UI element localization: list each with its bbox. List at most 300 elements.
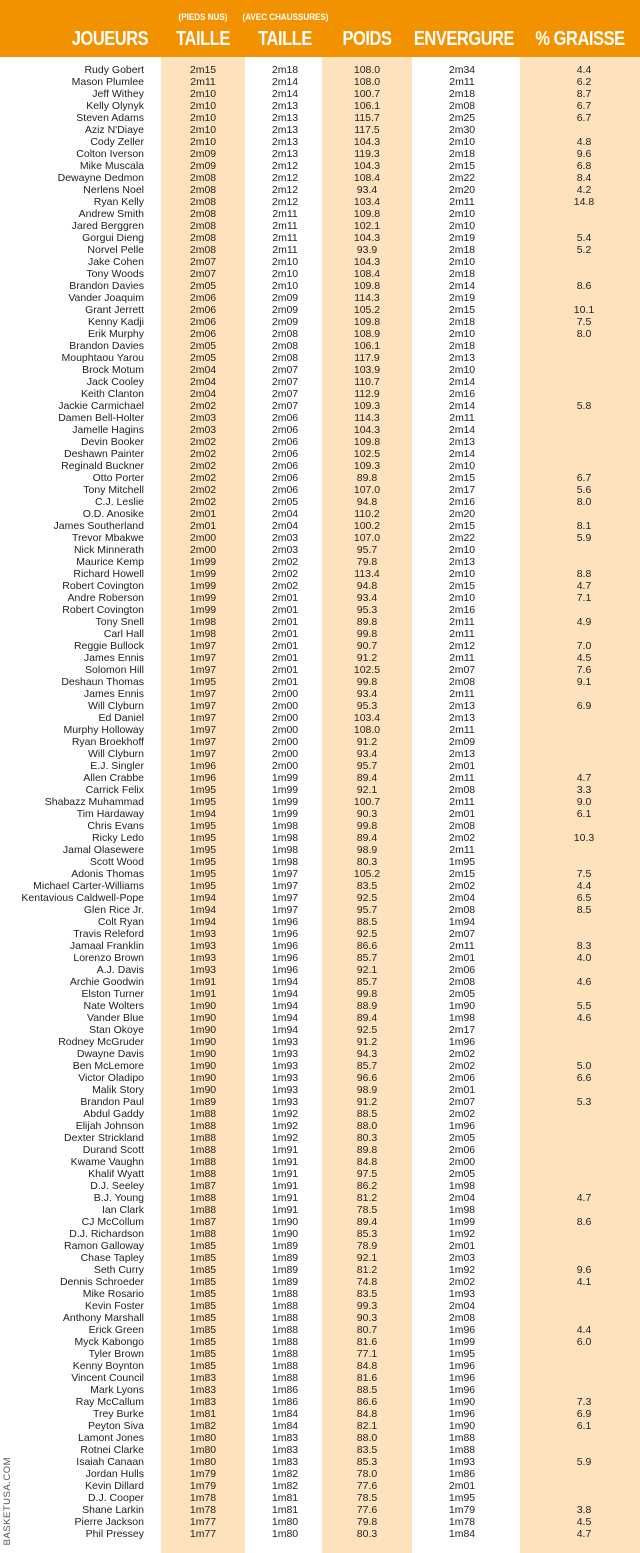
wingspan: 2m14	[448, 280, 476, 292]
table-row	[0, 856, 640, 868]
wingspan: 1m88	[448, 1444, 476, 1456]
height-barefoot: 1m98	[189, 616, 217, 628]
player-name: Erick Green	[88, 1324, 144, 1336]
height-shoes: 2m01	[271, 676, 299, 688]
height-shoes: 1m88	[271, 1348, 299, 1360]
table-row	[0, 724, 640, 736]
height-barefoot: 2m03	[189, 412, 217, 424]
height-shoes: 1m96	[271, 928, 299, 940]
table-row	[0, 196, 640, 208]
wingspan: 1m90	[448, 1000, 476, 1012]
height-barefoot: 1m96	[189, 772, 217, 784]
weight: 95.7	[356, 760, 378, 772]
height-shoes: 1m92	[271, 1132, 299, 1144]
wingspan: 2m10	[448, 220, 476, 232]
weight: 88.5	[356, 1108, 378, 1120]
table-row	[0, 1288, 640, 1300]
table-row	[0, 748, 640, 760]
wingspan: 2m15	[448, 580, 476, 592]
weight: 107.0	[353, 484, 381, 496]
player-name: Kenny Boynton	[72, 1360, 144, 1372]
table-row	[0, 988, 640, 1000]
weight: 83.5	[356, 1288, 378, 1300]
weight: 93.4	[356, 592, 378, 604]
weight: 78.5	[356, 1204, 378, 1216]
weight: 89.4	[356, 772, 378, 784]
height-shoes: 1m90	[271, 1216, 299, 1228]
wingspan: 2m10	[448, 544, 476, 556]
height-shoes: 2m01	[271, 664, 299, 676]
weight: 92.1	[356, 1252, 378, 1264]
player-name: Maurice Kemp	[76, 556, 144, 568]
wingspan: 2m11	[449, 724, 475, 736]
weight: 90.3	[356, 1312, 378, 1324]
weight: 112.9	[354, 388, 380, 400]
weight: 107.0	[353, 532, 381, 544]
table-row	[0, 112, 640, 124]
table-header	[0, 0, 640, 57]
height-shoes: 1m93	[271, 1060, 299, 1072]
bodyfat: 6.1	[576, 808, 592, 820]
height-barefoot: 1m88	[189, 1204, 217, 1216]
weight: 104.3	[353, 232, 381, 244]
table-row	[0, 760, 640, 772]
weight: 93.4	[356, 688, 378, 700]
weight: 100.7	[353, 796, 381, 808]
height-shoes: 2m10	[271, 268, 299, 280]
height-barefoot: 1m83	[189, 1372, 217, 1384]
height-barefoot: 1m94	[189, 808, 217, 820]
player-name: Abdul Gaddy	[83, 1108, 144, 1120]
player-name: Phil Pressey	[85, 1528, 144, 1540]
wingspan: 1m95	[448, 1348, 476, 1360]
wingspan: 2m08	[448, 1312, 476, 1324]
height-barefoot: 1m95	[189, 820, 217, 832]
table-row	[0, 1072, 640, 1084]
height-shoes: 1m88	[271, 1336, 299, 1348]
height-barefoot: 1m93	[189, 964, 217, 976]
weight: 92.5	[356, 892, 378, 904]
bodyfat: 4.2	[576, 184, 592, 196]
wingspan: 2m02	[448, 1048, 476, 1060]
wingspan: 2m15	[448, 160, 476, 172]
height-shoes: 1m84	[271, 1420, 299, 1432]
table-row	[0, 136, 640, 148]
wingspan: 2m18	[448, 88, 476, 100]
player-name: Grant Jerrett	[85, 304, 144, 316]
weight: 84.8	[356, 1360, 378, 1372]
table-row	[0, 232, 640, 244]
wingspan: 2m20	[448, 508, 476, 520]
height-shoes: 2m01	[271, 652, 299, 664]
wingspan: 2m02	[448, 880, 476, 892]
height-barefoot: 2m10	[189, 88, 217, 100]
wingspan: 2m04	[448, 1300, 476, 1312]
player-name: CJ McCollum	[81, 1216, 144, 1228]
height-barefoot: 1m97	[189, 640, 217, 652]
table-row	[0, 820, 640, 832]
height-barefoot: 2m10	[189, 100, 217, 112]
wingspan: 2m07	[448, 664, 476, 676]
table-row	[0, 160, 640, 172]
weight: 109.8	[353, 316, 381, 328]
height-shoes: 1m93	[271, 1096, 299, 1108]
height-shoes: 2m09	[271, 292, 299, 304]
table-row	[0, 172, 640, 184]
player-name: Jack Cooley	[86, 376, 144, 388]
table-row	[0, 892, 640, 904]
table-row	[0, 1336, 640, 1348]
height-shoes: 2m13	[271, 124, 299, 136]
wingspan: 2m11	[449, 652, 475, 664]
height-shoes: 1m92	[271, 1108, 299, 1120]
height-shoes: 1m89	[271, 1276, 299, 1288]
height-shoes: 2m00	[271, 748, 299, 760]
bodyfat: 8.0	[576, 496, 592, 508]
height-barefoot: 1m93	[189, 928, 217, 940]
table-row	[0, 844, 640, 856]
weight: 109.8	[353, 436, 381, 448]
height-shoes: 2m09	[271, 316, 299, 328]
wingspan: 2m05	[448, 1168, 476, 1180]
table-row	[0, 652, 640, 664]
height-shoes: 2m13	[271, 100, 299, 112]
weight: 85.7	[356, 952, 378, 964]
height-barefoot: 1m85	[189, 1336, 217, 1348]
height-barefoot: 1m85	[189, 1264, 217, 1276]
player-name: Mike Muscala	[79, 160, 144, 172]
height-shoes: 2m11	[272, 232, 298, 244]
bodyfat: 5.0	[576, 1060, 592, 1072]
height-barefoot: 1m88	[189, 1108, 217, 1120]
wingspan: 1m94	[448, 916, 476, 928]
weight: 77.6	[356, 1480, 378, 1492]
height-barefoot: 1m85	[189, 1252, 217, 1264]
player-name: Robert Covington	[62, 580, 144, 592]
wingspan: 2m02	[448, 1108, 476, 1120]
player-name: Brandon Davies	[69, 280, 144, 292]
player-name: Damen Bell-Holter	[58, 412, 144, 424]
weight: 80.3	[356, 1528, 378, 1540]
height-barefoot: 1m90	[189, 1048, 217, 1060]
table-row	[0, 1048, 640, 1060]
player-name: Nick Minnerath	[73, 544, 144, 556]
height-barefoot: 1m83	[189, 1384, 217, 1396]
table-row	[0, 688, 640, 700]
weight: 108.0	[353, 724, 381, 736]
player-name: Lorenzo Brown	[73, 952, 144, 964]
bodyfat: 8.3	[576, 940, 592, 952]
wingspan: 2m00	[448, 1156, 476, 1168]
player-name: Jake Cohen	[87, 256, 144, 268]
weight: 91.2	[356, 652, 378, 664]
weight: 98.9	[356, 844, 378, 856]
player-name: Ian Clark	[101, 1204, 144, 1216]
wingspan: 2m13	[448, 352, 476, 364]
player-name: Mouphtaou Yarou	[61, 352, 144, 364]
player-name: Kelly Olynyk	[86, 100, 144, 112]
table-row	[0, 904, 640, 916]
players-table-body	[0, 64, 640, 1540]
player-name: Dewayne Dedmon	[57, 172, 144, 184]
height-barefoot: 1m97	[189, 748, 217, 760]
table-row	[0, 1240, 640, 1252]
wingspan: 1m93	[448, 1288, 476, 1300]
wingspan: 1m96	[448, 1384, 476, 1396]
player-name: Will Clyburn	[87, 748, 144, 760]
wingspan: 2m11	[449, 616, 475, 628]
height-shoes: 1m94	[271, 1024, 299, 1036]
weight: 85.7	[356, 976, 378, 988]
wingspan: 2m03	[448, 1252, 476, 1264]
weight: 92.5	[356, 1024, 378, 1036]
player-name: Peyton Siva	[87, 1420, 144, 1432]
height-barefoot: 2m04	[189, 364, 217, 376]
height-barefoot: 1m97	[189, 736, 217, 748]
weight: 93.9	[356, 244, 378, 256]
player-name: Dennis Schroeder	[59, 1276, 144, 1288]
bodyfat: 4.9	[576, 616, 592, 628]
wingspan: 2m18	[448, 244, 476, 256]
height-barefoot: 1m88	[189, 1228, 217, 1240]
height-shoes: 2m13	[271, 148, 299, 160]
height-barefoot: 2m02	[189, 496, 217, 508]
player-name: Victor Oladipo	[78, 1072, 144, 1084]
weight: 105.2	[353, 304, 381, 316]
weight: 100.2	[353, 520, 381, 532]
height-barefoot: 2m10	[189, 112, 217, 124]
height-shoes: 1m93	[271, 1072, 299, 1084]
wingspan: 2m09	[448, 736, 476, 748]
player-name: Stan Okoye	[89, 1024, 144, 1036]
height-shoes: 1m86	[271, 1396, 299, 1408]
weight: 74.8	[356, 1276, 378, 1288]
player-name: D.J. Richardson	[69, 1228, 144, 1240]
table-row	[0, 208, 640, 220]
table-row	[0, 568, 640, 580]
weight: 98.9	[356, 1084, 378, 1096]
height-barefoot: 1m78	[189, 1492, 217, 1504]
height-shoes: 1m89	[271, 1240, 299, 1252]
table-row	[0, 1156, 640, 1168]
height-shoes: 1m99	[271, 772, 299, 784]
wingspan: 2m14	[448, 448, 476, 460]
height-shoes: 2m06	[271, 484, 299, 496]
bodyfat: 7.5	[576, 316, 592, 328]
player-name: Kentavious Caldwell-Pope	[21, 892, 144, 904]
bodyfat: 10.1	[573, 304, 595, 316]
table-row	[0, 736, 640, 748]
height-barefoot: 1m99	[189, 568, 217, 580]
wingspan: 2m06	[448, 1072, 476, 1084]
height-shoes: 2m06	[271, 412, 299, 424]
weight: 92.5	[356, 928, 378, 940]
wingspan: 1m92	[448, 1264, 476, 1276]
table-row	[0, 640, 640, 652]
height-shoes: 1m86	[271, 1384, 299, 1396]
weight: 86.2	[356, 1180, 378, 1192]
height-shoes: 2m00	[271, 712, 299, 724]
height-barefoot: 1m91	[189, 976, 217, 988]
height-shoes: 1m89	[271, 1252, 299, 1264]
player-name: Ricky Ledo	[92, 832, 144, 844]
header-weight-label: POIDS	[342, 28, 392, 50]
weight: 84.8	[356, 1408, 378, 1420]
weight: 108.0	[353, 76, 381, 88]
height-barefoot: 2m09	[189, 160, 217, 172]
player-name: Brandon Paul	[80, 1096, 144, 1108]
wingspan: 1m90	[448, 1396, 476, 1408]
player-name: Andre Roberson	[67, 592, 144, 604]
height-barefoot: 1m85	[189, 1324, 217, 1336]
weight: 80.7	[356, 1324, 378, 1336]
wingspan: 2m18	[448, 340, 476, 352]
height-shoes: 1m88	[271, 1360, 299, 1372]
wingspan: 1m96	[448, 1372, 476, 1384]
height-barefoot: 2m02	[189, 484, 217, 496]
height-shoes: 1m94	[271, 976, 299, 988]
height-barefoot: 1m79	[189, 1480, 217, 1492]
height-shoes: 1m88	[271, 1324, 299, 1336]
wingspan: 2m08	[448, 820, 476, 832]
weight: 89.4	[356, 1012, 378, 1024]
height-barefoot: 1m95	[189, 856, 217, 868]
height-shoes: 2m08	[271, 352, 299, 364]
height-shoes: 1m93	[271, 1036, 299, 1048]
height-barefoot: 1m99	[189, 556, 217, 568]
height-shoes: 1m91	[271, 1168, 299, 1180]
table-row	[0, 436, 640, 448]
wingspan: 2m08	[448, 976, 476, 988]
bodyfat: 7.5	[576, 868, 592, 880]
table-row	[0, 1108, 640, 1120]
height-shoes: 1m96	[271, 952, 299, 964]
weight: 92.1	[356, 964, 378, 976]
height-shoes: 2m06	[271, 460, 299, 472]
wingspan: 2m22	[448, 172, 476, 184]
bodyfat: 9.0	[576, 796, 592, 808]
height-barefoot: 1m97	[189, 688, 217, 700]
wingspan: 2m01	[448, 952, 476, 964]
height-shoes: 1m81	[271, 1504, 299, 1516]
height-shoes: 1m96	[271, 916, 299, 928]
weight: 85.3	[356, 1228, 378, 1240]
wingspan: 2m10	[448, 460, 476, 472]
height-barefoot: 1m88	[189, 1132, 217, 1144]
height-barefoot: 2m02	[189, 448, 217, 460]
table-row	[0, 340, 640, 352]
bodyfat: 7.1	[576, 592, 592, 604]
player-name: Gorgui Dieng	[82, 232, 144, 244]
table-row	[0, 268, 640, 280]
height-shoes: 2m06	[271, 448, 299, 460]
player-name: Jordan Hulls	[85, 1468, 144, 1480]
weight: 81.6	[356, 1336, 378, 1348]
table-row	[0, 1180, 640, 1192]
player-name: Chris Evans	[87, 820, 144, 832]
wingspan: 2m13	[448, 748, 476, 760]
height-shoes: 1m91	[271, 1192, 299, 1204]
weight: 83.5	[356, 1444, 378, 1456]
bodyfat: 8.1	[576, 520, 592, 532]
height-barefoot: 2m00	[189, 544, 217, 556]
height-shoes: 2m05	[271, 496, 299, 508]
player-name: Kevin Dillard	[85, 1480, 144, 1492]
table-row	[0, 556, 640, 568]
bodyfat: 3.8	[576, 1504, 592, 1516]
weight: 102.5	[353, 664, 381, 676]
height-barefoot: 2m04	[189, 388, 217, 400]
bodyfat: 4.7	[576, 1192, 592, 1204]
height-barefoot: 1m89	[189, 1096, 217, 1108]
player-name: Will Clyburn	[87, 700, 144, 712]
height-barefoot: 2m07	[189, 268, 217, 280]
wingspan: 2m13	[448, 436, 476, 448]
height-barefoot: 2m06	[189, 292, 217, 304]
height-shoes: 2m00	[271, 724, 299, 736]
height-barefoot: 2m05	[189, 352, 217, 364]
weight: 109.3	[353, 400, 381, 412]
bodyfat: 6.6	[576, 1072, 592, 1084]
height-barefoot: 2m10	[189, 124, 217, 136]
player-name: Reginald Buckner	[61, 460, 144, 472]
bodyfat: 4.4	[576, 880, 592, 892]
height-barefoot: 2m09	[189, 148, 217, 160]
height-barefoot: 2m02	[189, 472, 217, 484]
height-shoes: 2m07	[271, 400, 299, 412]
player-name: Reggie Bullock	[73, 640, 144, 652]
weight: 77.1	[356, 1348, 378, 1360]
height-shoes: 2m01	[271, 616, 299, 628]
table-row	[0, 1408, 640, 1420]
height-barefoot: 2m10	[189, 136, 217, 148]
weight: 90.7	[356, 640, 378, 652]
height-barefoot: 2m11	[190, 76, 216, 88]
weight: 119.3	[354, 148, 380, 160]
height-shoes: 2m13	[271, 136, 299, 148]
player-name: Rodney McGruder	[58, 1036, 144, 1048]
wingspan: 1m96	[448, 1360, 476, 1372]
bodyfat: 7.3	[576, 1396, 592, 1408]
height-shoes: 1m80	[271, 1528, 299, 1540]
height-shoes: 2m04	[271, 520, 299, 532]
player-name: Tony Snell	[95, 616, 144, 628]
height-shoes: 2m11	[272, 244, 298, 256]
player-name: Adonis Thomas	[71, 868, 144, 880]
table-row	[0, 940, 640, 952]
table-row	[0, 604, 640, 616]
height-shoes: 1m91	[271, 1156, 299, 1168]
player-name: Dexter Strickland	[64, 1132, 144, 1144]
wingspan: 1m93	[448, 1456, 476, 1468]
table-row	[0, 784, 640, 796]
weight: 78.0	[356, 1468, 378, 1480]
table-row	[0, 1456, 640, 1468]
table-row	[0, 220, 640, 232]
player-name: James Ennis	[83, 688, 144, 700]
height-shoes: 2m09	[271, 304, 299, 316]
weight: 103.4	[353, 196, 381, 208]
height-shoes: 2m00	[271, 736, 299, 748]
height-barefoot: 2m06	[189, 316, 217, 328]
wingspan: 2m15	[448, 868, 476, 880]
wingspan: 2m11	[449, 940, 475, 952]
table-row	[0, 712, 640, 724]
player-name: Jamal Olasewere	[62, 844, 144, 856]
height-shoes: 2m08	[271, 340, 299, 352]
wingspan: 1m99	[448, 1336, 476, 1348]
height-shoes: 2m12	[271, 160, 299, 172]
